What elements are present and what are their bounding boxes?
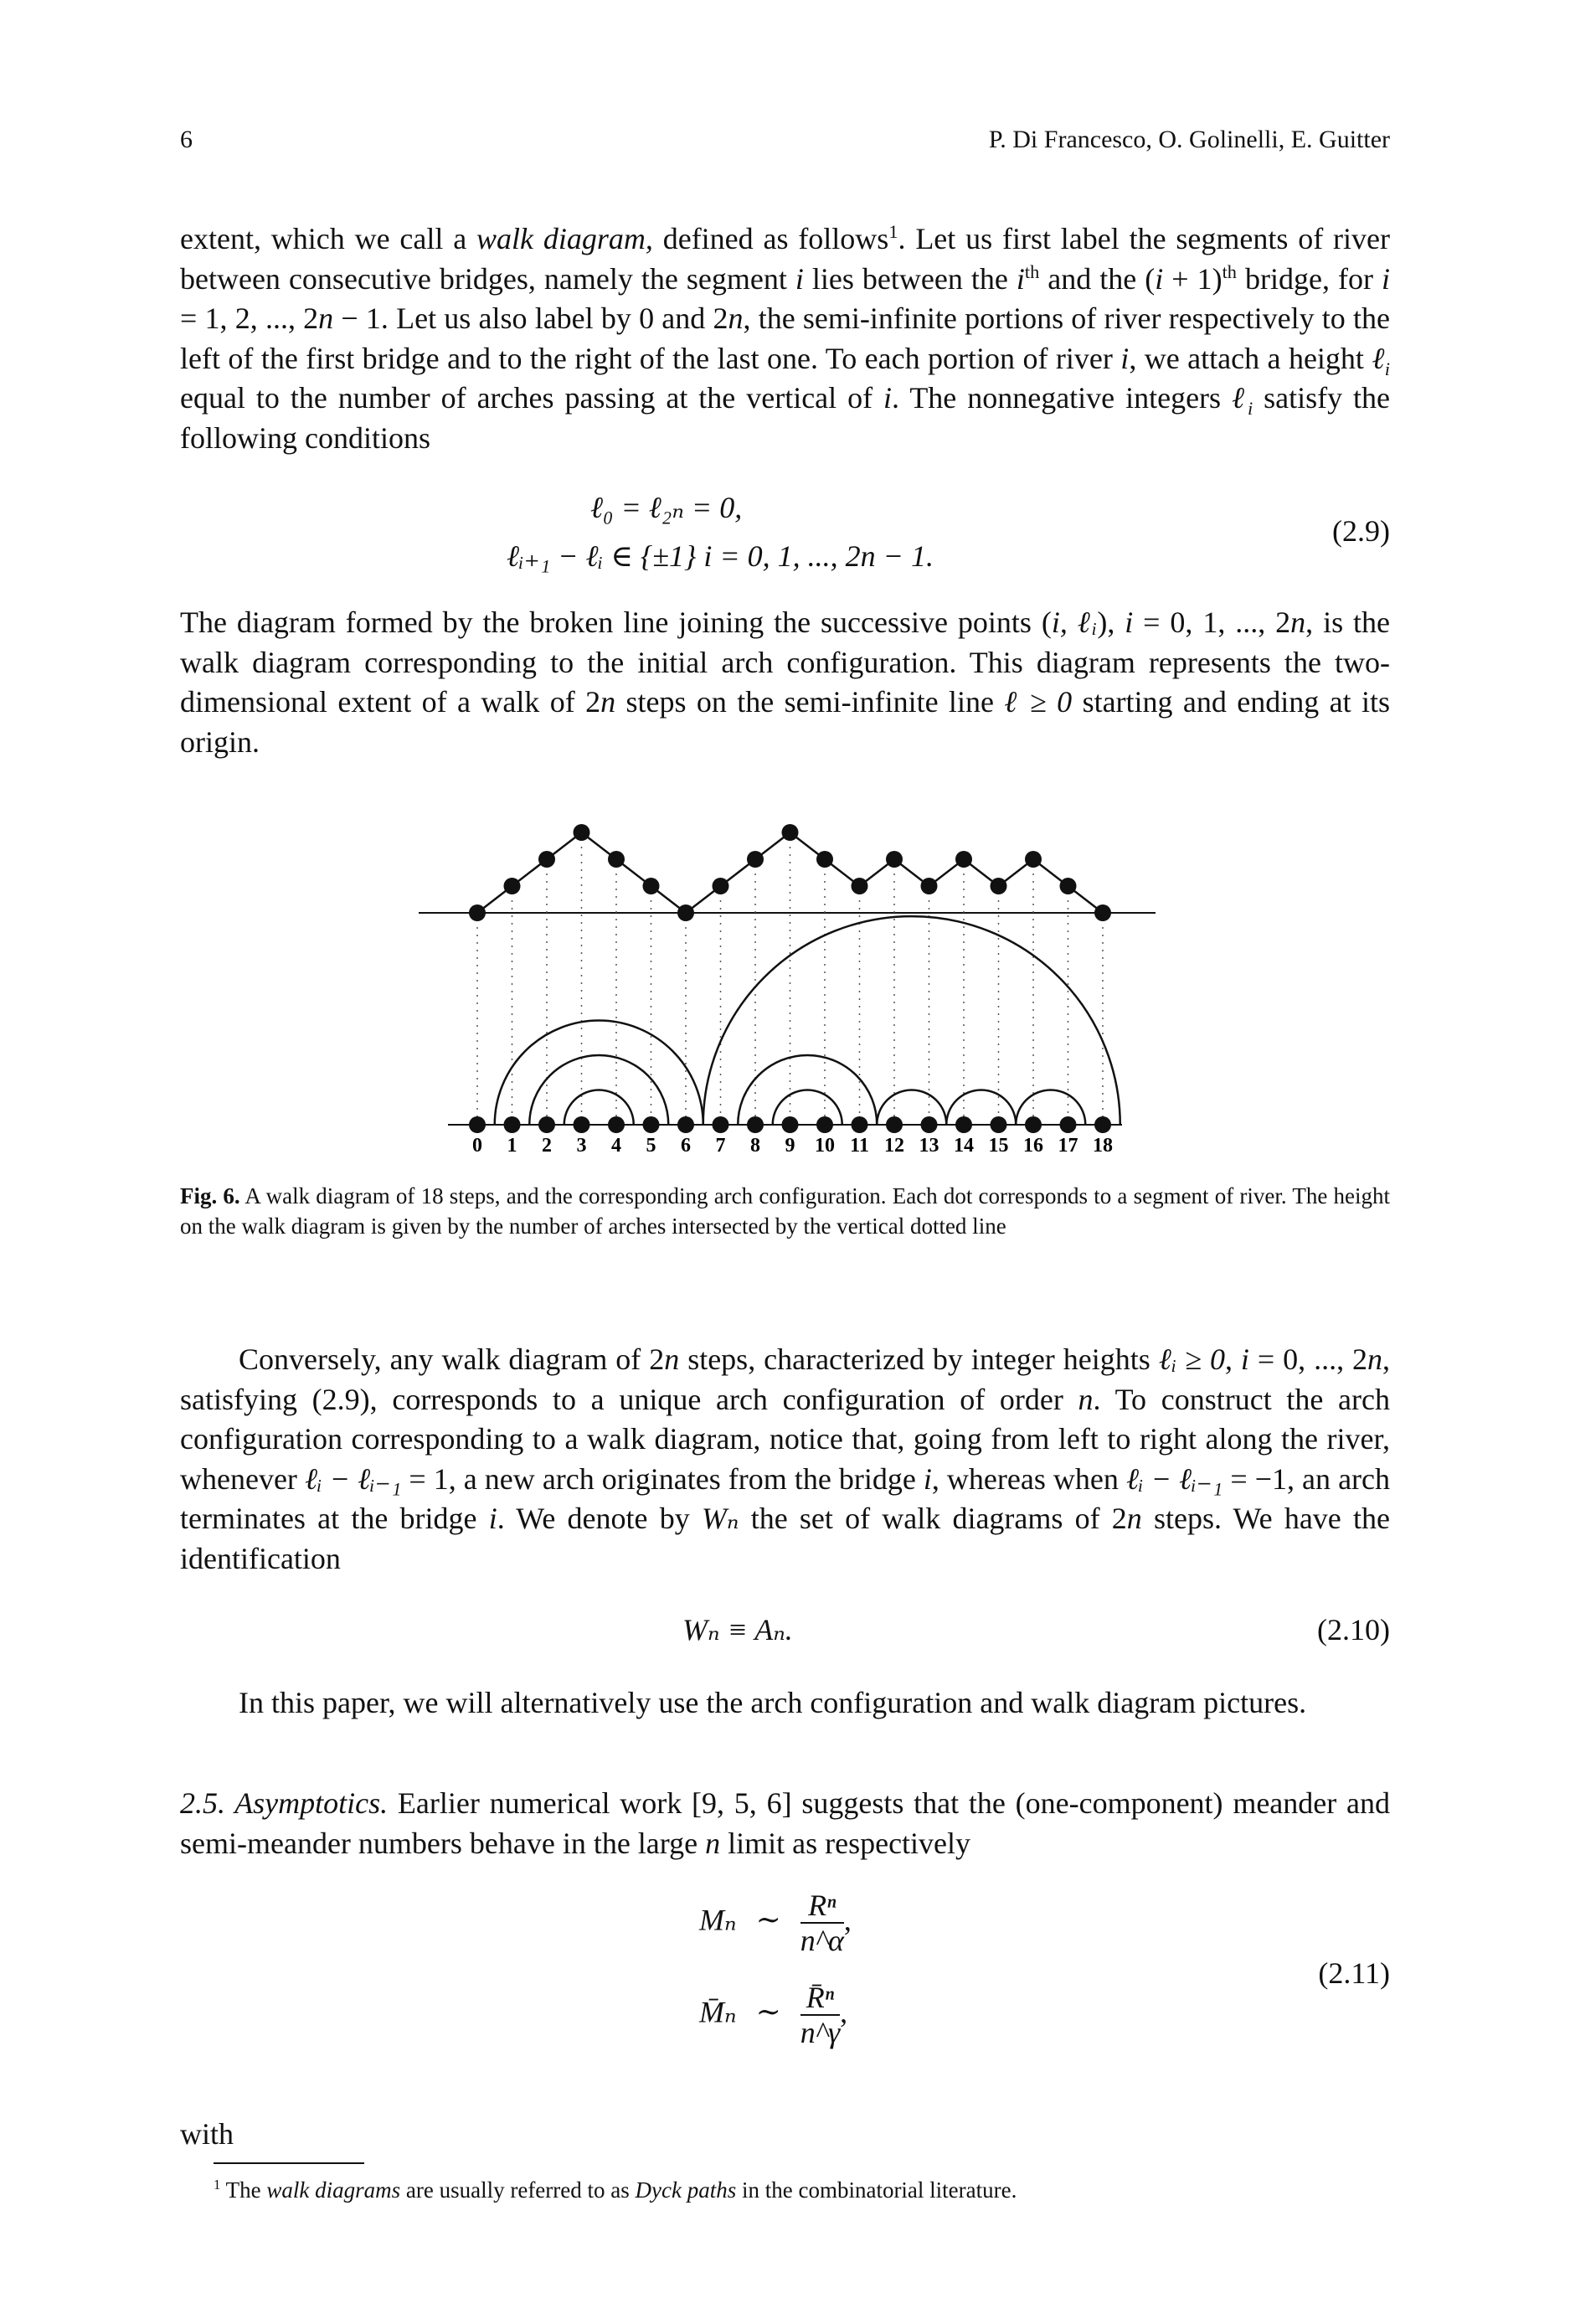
walk-arch-figure [419, 800, 1156, 1157]
equation-2-11-line2: M̄ₙ ∼ $\frac{\text{R̄ⁿ}}{n\^{}\gamma}$ , [699, 1981, 848, 2049]
segment-label: 1 [507, 1135, 517, 1157]
equation-number: (2.11) [1318, 1956, 1390, 1990]
river-dot [469, 1116, 486, 1133]
walk-dot [469, 904, 486, 921]
paragraph-walk-diagram-definition: extent, which we call a walk diagram, defined as follows$^1$. Let us first label the segments of river between consecutive bridges, namely the segment i lies between the $i^{th}$ and the $(i + 1)^{th}$ bridge, for i = 1, 2, ..., 2n − 1. Let us also label by 0 and 2n, the semi-infinite portions of river respectively to the left of the first bridge and to the right of the last one. To each portion of river i, we attach a height ℓ$_i$ equal to the number of arches passing at the vertical of i. The nonnegative integers ℓ$_i$ satisfy the following conditions [180, 221, 1390, 455]
segment-label: 14 [954, 1135, 974, 1157]
walk-dot [991, 878, 1007, 894]
equation-2-11-line1: Mₙ ∼ $\frac{\text{Rⁿ}}{n\^{}\alpha}$ , [699, 1889, 852, 1957]
footnote-rule [214, 2162, 364, 2164]
walk-dot [1094, 904, 1111, 921]
segment-label: 7 [715, 1135, 726, 1157]
walk-dot [538, 851, 555, 868]
river-dot [504, 1116, 521, 1133]
segment-label: 15 [988, 1135, 1009, 1157]
walk-dot [955, 851, 972, 868]
arch [564, 1090, 634, 1126]
walk-dot [643, 878, 660, 894]
river-dot [991, 1116, 1007, 1133]
walk-dot [921, 878, 938, 894]
page-number: 6 [180, 126, 193, 153]
river-dot [955, 1116, 972, 1133]
river-dot [713, 1116, 729, 1133]
equation-2-9 [180, 490, 1390, 582]
footnote-mark[interactable]: 1 [888, 221, 898, 242]
equation-2-11 [180, 1889, 1390, 2123]
segment-label: 8 [750, 1135, 760, 1157]
paragraph-alternatively: In this paper, we will alternatively use the arch configuration and walk diagram pictures. [239, 1686, 1307, 1719]
walk-dot [1025, 851, 1042, 868]
arch [946, 1090, 1016, 1126]
walk-dot [782, 824, 799, 841]
river-dot [886, 1116, 903, 1133]
segment-label: 0 [472, 1135, 482, 1157]
word-with: with [180, 2117, 234, 2151]
segment-label: 12 [884, 1135, 904, 1157]
equation-2-10-line: Wₙ ≡ Aₙ. [682, 1613, 793, 1646]
walk-dot [852, 878, 868, 894]
section-heading: 2.5. Asymptotics. [180, 1786, 389, 1820]
walk-dot [816, 851, 833, 868]
walk-dot [677, 904, 694, 921]
river-dot [921, 1116, 938, 1133]
walk-dot [574, 824, 590, 841]
segment-label: 17 [1058, 1135, 1078, 1157]
segment-label: 18 [1093, 1135, 1113, 1157]
river-dot [852, 1116, 868, 1133]
river-dot [1094, 1116, 1111, 1133]
walk-dot [713, 878, 729, 894]
segment-label: 10 [815, 1135, 835, 1157]
equation-number: (2.9) [1332, 514, 1390, 548]
running-head-authors: P. Di Francesco, O. Golinelli, E. Guitter [988, 126, 1390, 153]
figure-caption: Fig. 6. A walk diagram of 18 steps, and the corresponding arch configuration. Each dot corresponds to a segment of river. The height on the walk diagram is given by the number of arches intersected by the vertical dotted line [180, 1183, 1390, 1239]
figure-label: Fig. 6. [180, 1183, 240, 1208]
river-dot [608, 1116, 625, 1133]
arch [877, 1090, 946, 1126]
equation-2-9-line2: ℓᵢ₊₁ − ℓᵢ ∈ {±1} i = 0, 1, ..., 2n − 1. [507, 539, 934, 573]
river-dot [677, 1116, 694, 1133]
river-dot [782, 1116, 799, 1133]
footnote: $^1$ The walk diagrams are usually referred to as Dyck paths in the combinatorial literature. [214, 2177, 1017, 2203]
segment-label: 13 [919, 1135, 939, 1157]
river-dot [747, 1116, 764, 1133]
walk-dot [886, 851, 903, 868]
river-dot [1025, 1116, 1042, 1133]
river-dot [816, 1116, 833, 1133]
walk-dot [1060, 878, 1077, 894]
segment-label: 2 [542, 1135, 552, 1157]
walk-dot [747, 851, 764, 868]
segment-label: 16 [1023, 1135, 1043, 1157]
segment-label: 11 [850, 1135, 869, 1157]
arch [773, 1090, 842, 1126]
arch [495, 1021, 703, 1125]
river-dot [643, 1116, 660, 1133]
page-header [180, 126, 1390, 167]
paragraph-asymptotics: 2.5. Asymptotics. Earlier numerical work [9, 5, 6] suggests that the (one-component) meander and semi-meander numbers behave in the large n limit as respectively [180, 1786, 1390, 1860]
paragraph-walk-diagram-extent: The diagram formed by the broken line joining the successive points (i, ℓᵢ), i = 0, 1, ..., 2n, is the walk diagram corresponding to the initial arch configuration. This diagram represents the two-dimensional extent of a walk of 2n steps on the semi-infinite line ℓ ≥ 0 starting and ending at its origin. [180, 605, 1390, 759]
equation-2-9-line1: ℓ₀ = ℓ₂ₙ = 0, [590, 491, 743, 524]
paragraph-conversely: Conversely, any walk diagram of 2n steps, characterized by integer heights ℓᵢ ≥ 0, i = 0, ..., 2n, satisfying (2.9), corresponds to a unique arch configuration of order n. To construct the arch configuration corresponding to a walk diagram, notice that, going from left to right along the river, whenever ℓᵢ − ℓᵢ₋₁ = 1, a new arch originates from the bridge i, whereas when ℓᵢ − ℓᵢ₋₁ = −1, an arch terminates at the bridge i. We denote by Wₙ the set of walk diagrams of 2n steps. We have the identification [180, 1342, 1391, 1575]
river-dot [538, 1116, 555, 1133]
equation-number: (2.10) [1317, 1613, 1390, 1646]
arch [1016, 1090, 1085, 1126]
walk-dot [608, 851, 625, 868]
segment-label: 9 [785, 1135, 795, 1157]
segment-label: 6 [681, 1135, 691, 1157]
segment-label: 3 [576, 1135, 587, 1157]
segment-label: 5 [646, 1135, 656, 1157]
segment-label: 4 [611, 1135, 621, 1157]
arch [703, 916, 1120, 1125]
equation-2-10 [180, 1612, 1390, 1654]
river-dot [574, 1116, 590, 1133]
river-dot [1060, 1116, 1077, 1133]
walk-dot [504, 878, 521, 894]
